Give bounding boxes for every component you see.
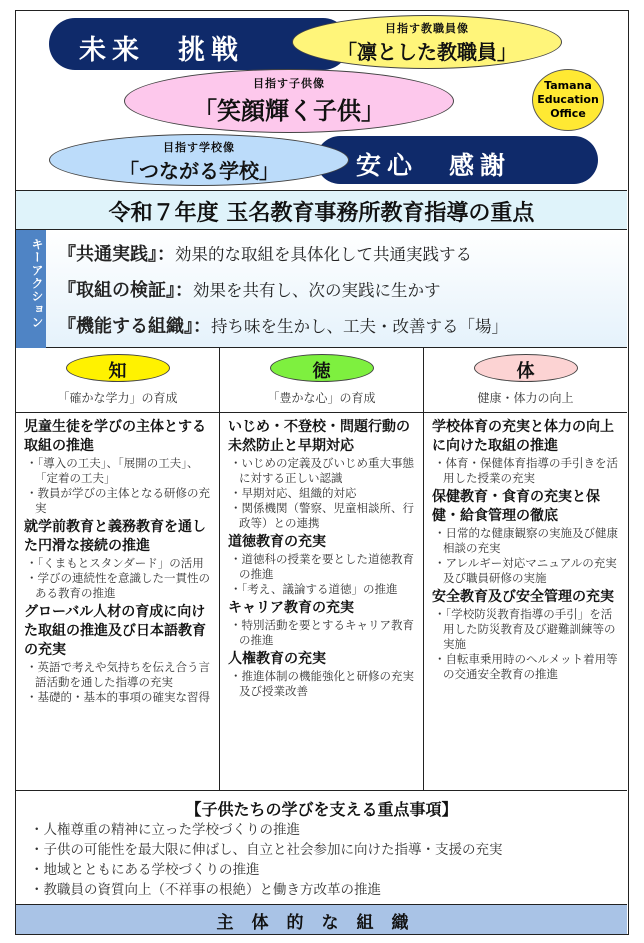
list-item: ・日常的な健康観察の実施及び健康相談の充実 (434, 526, 618, 555)
list-item: ・いじめの定義及びいじめ重大事態に対する正しい認識 (230, 456, 414, 485)
document-frame (15, 10, 629, 935)
section-heading: グローバル人材の育成に向けた取組の推進及び日本語教育の充実 (24, 604, 206, 658)
key-action-colon: ： (175, 280, 193, 301)
list-item: ・関係機関（警察、児童相談所、行政等）との連携 (230, 501, 414, 530)
office-logo-badge (532, 69, 604, 131)
support-item: ・人権尊重の精神に立った学校づくりの推進 (30, 822, 300, 838)
list-item: ・特別活動を要とするキャリア教育の推進 (230, 618, 414, 647)
list-item: ・学びの連続性を意識した一貫性のある教育の推進 (26, 571, 210, 600)
office-line-1: Tamana (544, 79, 592, 92)
section-heading: 人権教育の充実 (228, 651, 326, 667)
list-item: ・道徳科の授業を要とした道徳教育の推進 (230, 552, 414, 581)
list-item: ・「考え、議論する道徳」の推進 (230, 582, 398, 596)
key-action-desc: 持ち味を生かし、工夫・改善する「場」 (211, 317, 508, 336)
list-item: ・「学校防災教育指導の手引」を活用した防災教育及び避難訓練等の実施 (434, 607, 616, 651)
staff-vision-oval (292, 15, 562, 69)
office-line-3: Office (550, 107, 586, 120)
list-item: ・推進体制の機能強化と研修の充実及び授業改善 (230, 669, 414, 698)
section-heading: 安全教育及び安全管理の充実 (432, 589, 614, 605)
key-action-row (58, 276, 441, 302)
key-action-row (58, 312, 508, 338)
vision-header (16, 11, 627, 188)
section-heading: いじめ・不登校・問題行動の未然防止と早期対応 (228, 419, 410, 454)
challenge-band: 未来 挑戦 (49, 18, 349, 70)
pillar-body (424, 348, 627, 413)
list-item: ・早期対応、組織的対応 (230, 486, 357, 500)
staff-vision-label: 目指す教職員像 (385, 22, 469, 35)
staff-vision-value: 「凛とした教職員」 (337, 40, 517, 64)
key-action-colon: ： (193, 316, 211, 337)
child-vision-value: 「笑顔輝く子供」 (193, 97, 385, 125)
support-item: ・子供の可能性を最大限に伸ばし、自立と社会参加に向けた指導・支援の充実 (30, 842, 503, 858)
pillar-knowledge (16, 348, 220, 413)
child-vision-oval (124, 69, 454, 133)
school-vision-label: 目指す学校像 (163, 141, 235, 154)
support-item: ・教職員の資質向上（不祥事の根絶）と働き方改革の推進 (30, 882, 381, 898)
section-heading: 保健教育・食育の充実と保健・給食管理の徹底 (432, 489, 600, 524)
pillar-badge: 徳 (270, 354, 374, 382)
office-line-2: Education (537, 93, 599, 106)
section-heading: 学校体育の充実と体力の向上に向けた取組の推進 (432, 419, 614, 454)
section-heading: 就学前教育と義務教育を通した円滑な接続の推進 (24, 519, 206, 554)
pillar-subtitle: 「確かな学力」の育成 (57, 391, 178, 405)
section-heading: 道徳教育の充実 (228, 534, 326, 550)
list-item: ・自転車乗用時のヘルメット着用等の交通安全教育の推進 (434, 652, 618, 681)
priority-columns (16, 413, 627, 791)
list-item: ・体育・保健体育指導の手引きを活用した授業の充実 (434, 456, 618, 485)
key-action-key: 『共通実践』 (58, 244, 157, 265)
support-section (16, 791, 627, 905)
column-health (424, 413, 627, 791)
child-vision-label: 目指す子供像 (253, 77, 325, 90)
support-item: ・地域とともにある学校づくりの推進 (30, 862, 260, 878)
key-action-key: 『機能する組織』 (58, 316, 193, 337)
column-virtue (220, 413, 424, 791)
list-item: ・教員が学びの主体となる研修の充実 (26, 486, 210, 515)
list-item: ・基礎的・基本的事項の確実な習得 (26, 690, 210, 704)
footer-banner: 主体的な組織 (16, 905, 627, 934)
gratitude-band: 安心 感謝 (316, 136, 598, 184)
support-heading: 【子供たちの学びを支える重点事項】 (185, 800, 458, 819)
pillars-row (16, 348, 627, 413)
key-action-desc: 効果を共有し、次の実践に生かす (193, 281, 441, 300)
list-item: ・アレルギー対応マニュアルの充実及び職員研修の実施 (434, 556, 617, 585)
section-heading: キャリア教育の充実 (228, 600, 354, 616)
key-action-key: 『取組の検証』 (58, 280, 175, 301)
list-item: ・「導入の工夫」、「展開の工夫」、「定着の工夫」 (26, 456, 199, 485)
pillar-subtitle: 健康・体力の向上 (477, 391, 574, 405)
key-action-section (16, 230, 627, 348)
pillar-badge: 体 (474, 354, 578, 382)
section-heading: 児童生徒を学びの主体とする取組の推進 (24, 419, 206, 454)
pillar-badge: 知 (66, 354, 170, 382)
school-vision-oval (49, 134, 349, 186)
page-title: 令和７年度 玉名教育事務所教育指導の重点 (16, 190, 627, 230)
key-action-row (58, 240, 472, 266)
pillar-virtue (220, 348, 424, 413)
list-item: ・英語で考えや気持ちを伝え合う言語活動を通した指導の充実 (26, 660, 210, 689)
column-knowledge (16, 413, 220, 791)
key-action-desc: 効果的な取組を具体化して共通実践する (175, 245, 472, 264)
key-action-colon: ： (157, 244, 175, 265)
pillar-subtitle: 「豊かな心」の育成 (267, 391, 376, 405)
school-vision-value: 「つながる学校」 (119, 159, 279, 183)
list-item: ・「くまもとスタンダード」の活用 (26, 556, 204, 570)
key-action-label: キーアクション (16, 230, 46, 348)
